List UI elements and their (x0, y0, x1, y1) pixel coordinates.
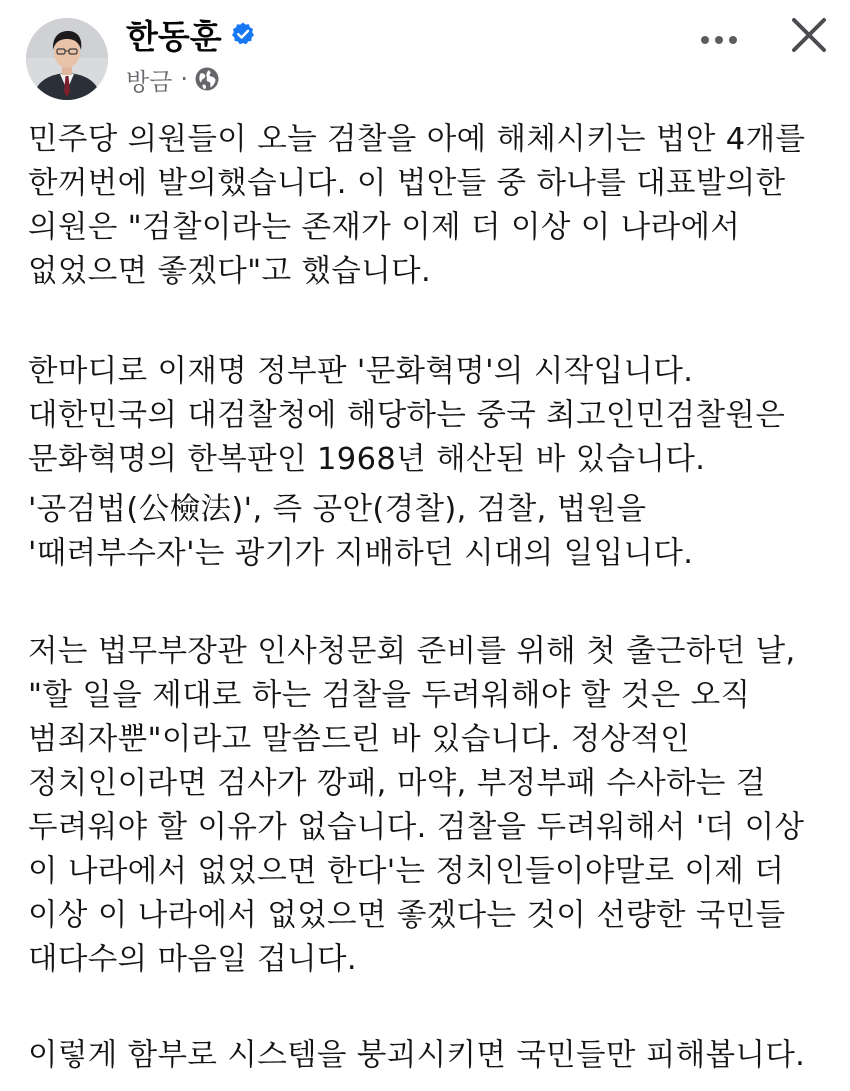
post-line: 없었으면 좋겠다"고 했습니다. (28, 254, 432, 289)
post-line: 문화혁명의 한복판인 1968년 해산된 바 있습니다. (28, 442, 706, 477)
post-line: 민주당 의원들이 오늘 검찰을 아예 해체시키는 법안 4개를 (28, 122, 806, 157)
post-line: 대다수의 마음일 겁니다. (28, 942, 357, 977)
meta-separator: · (180, 65, 189, 93)
close-icon (790, 16, 828, 58)
post-line: 이렇게 함부로 시스템을 붕괴시키면 국민들만 피해봅니다. (28, 1038, 806, 1073)
post-paragraph (28, 630, 804, 982)
post-line: '때려부수자'는 광기가 지배하던 시대의 일입니다. (28, 536, 694, 571)
globe-icon[interactable] (194, 66, 220, 92)
post-paragraph (28, 350, 785, 576)
post-line: 한꺼번에 발의했습니다. 이 법안들 중 하나를 대표발의한 (28, 166, 786, 201)
post-line: 대한민국의 대검찰청에 해당하는 중국 최고인민검찰원은 (28, 398, 786, 433)
post-line: 저는 법무부장관 인사청문회 준비를 위해 첫 출근하던 날, (28, 634, 796, 669)
avatar[interactable] (26, 18, 108, 100)
post-line: 정치인이라면 검사가 깡패, 마약, 부정부패 수사하는 걸 (28, 766, 766, 801)
author-name-row (126, 12, 256, 56)
post-line: '공검법(公檢法)', 즉 공안(경찰), 검찰, 법원을 (28, 492, 647, 527)
post-header (0, 0, 850, 110)
post-paragraph (28, 118, 805, 294)
post-line: 이상 이 나라에서 없었으면 좋겠다는 것이 선량한 국민들 (28, 898, 786, 933)
avatar-portrait-icon (26, 18, 108, 100)
post-paragraph (28, 1034, 805, 1078)
post-timestamp[interactable]: 방금 (126, 67, 173, 96)
post-line: 범죄자뿐"이라고 말씀드린 바 있습니다. 정상적인 (28, 722, 691, 757)
post-line: "할 일을 제대로 하는 검찰을 두려워해야 할 것은 오직 (28, 678, 751, 713)
close-button[interactable] (784, 12, 834, 62)
more-options-icon (699, 31, 739, 50)
post-line: 한마디로 이재명 정부판 '문화혁명'의 시작입니다. (28, 354, 694, 389)
post-line: 의원은 "검찰이라는 존재가 이제 더 이상 이 나라에서 (28, 210, 741, 245)
post-line: 이 나라에서 없었으면 한다'는 정치인들이야말로 이제 더 (28, 854, 785, 889)
post-line: 두려워야 할 이유가 없습니다. 검찰을 두려워해서 '더 이상 (28, 810, 805, 845)
verified-badge-icon (230, 21, 256, 47)
more-options-button[interactable] (694, 20, 744, 60)
author-name[interactable]: 한동훈 (126, 16, 222, 56)
post-meta (126, 62, 220, 96)
